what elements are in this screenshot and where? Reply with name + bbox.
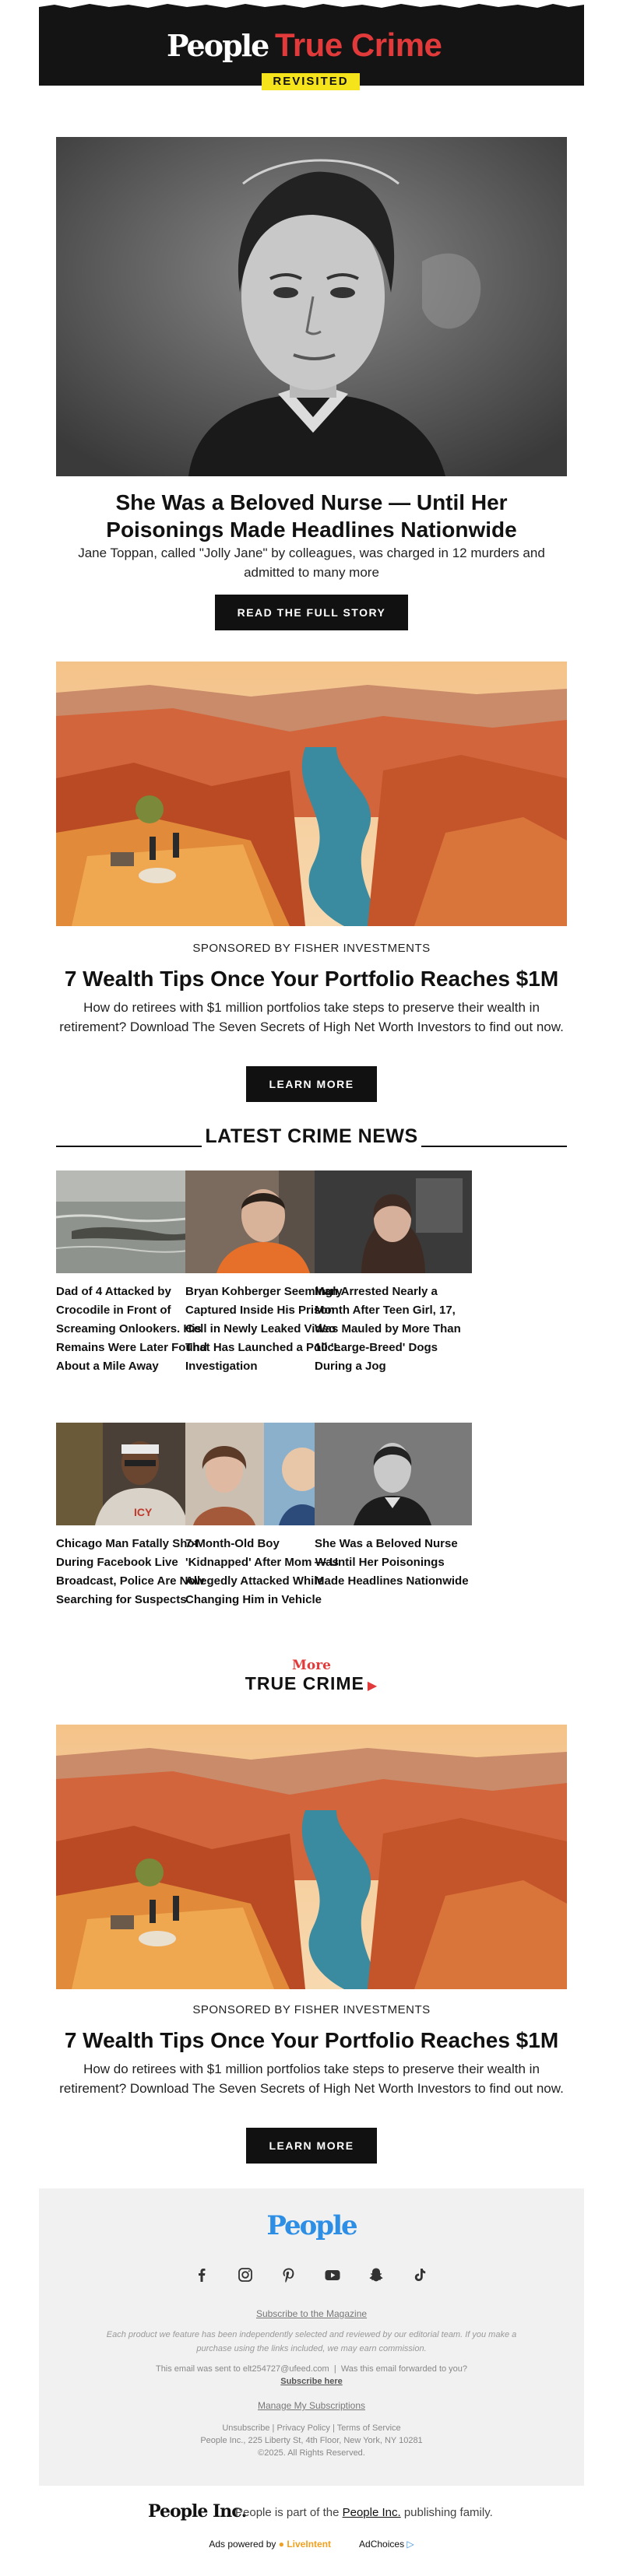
- news-card-title-1[interactable]: Dad of 4 Attacked by Crocodile in Front of Screaming Onlookers. His Remains Were Later Found About a Mile Away: [56, 1285, 207, 1373]
- more-label[interactable]: More: [292, 1658, 331, 1673]
- subscribe-here-link[interactable]: Subscribe here: [280, 2377, 343, 2386]
- people-inc-logo[interactable]: People Inc.: [148, 2501, 247, 2522]
- sent-to-text: This email was sent to elt254727@ufeed.com: [155, 2364, 329, 2374]
- hero-portrait-image[interactable]: [56, 137, 567, 476]
- ad2-sponsor-label: SPONSORED BY FISHER INVESTMENTS: [192, 2003, 431, 2016]
- adchoices-icon[interactable]: ▷: [407, 2539, 414, 2550]
- ads-powered-by: Ads powered by: [209, 2539, 276, 2550]
- news-card-title-6[interactable]: She Was a Beloved Nurse — Until Her Poisonings Made Headlines Nationwide: [315, 1537, 469, 1588]
- manage-subscriptions-link[interactable]: Manage My Subscriptions: [257, 2400, 366, 2411]
- teen-photo-image: [315, 1170, 472, 1273]
- ad2-description: How do retirees with $1 million portfolios take steps to preserve their wealth in retirement? Download The Seven Secrets of High Net Worth Investors to find out now.: [59, 2062, 564, 2096]
- svg-text:ICY: ICY: [134, 1506, 153, 1518]
- liveintent-icon: ●: [278, 2539, 284, 2550]
- people-logo[interactable]: People: [167, 28, 269, 63]
- ad2-canyon-image[interactable]: [56, 1725, 567, 1989]
- more-true-crime-link[interactable]: [234, 1673, 389, 1694]
- ad1-title[interactable]: 7 Wealth Tips Once Your Portfolio Reaches $1M: [64, 967, 559, 991]
- adchoices-link[interactable]: AdChoices: [359, 2539, 405, 2550]
- tiktok-icon[interactable]: [410, 2265, 430, 2285]
- hero-title[interactable]: She Was a Beloved Nurse — Until Her Poisonings Made Headlines Nationwide: [106, 490, 517, 542]
- separator: |: [331, 2364, 339, 2374]
- liveintent-link[interactable]: LiveIntent: [287, 2539, 332, 2550]
- news-card-title-2[interactable]: Bryan Kohberger Seemingly Captured Inside His Prison Cell in Newly Leaked Video That Has Launched a Police Investigation: [185, 1285, 343, 1373]
- ad2-learn-more-button[interactable]: LEARN MORE: [246, 2128, 377, 2164]
- footer-copyright: ©2025. All Rights Reserved.: [258, 2448, 365, 2458]
- manage-subscriptions-row: [39, 2400, 584, 2411]
- nurse-portrait-image: [315, 1423, 472, 1525]
- ad2-title[interactable]: 7 Wealth Tips Once Your Portfolio Reaches $1M: [64, 2028, 559, 2052]
- separator: |: [272, 2423, 277, 2433]
- ad1-learn-more-button[interactable]: LEARN MORE: [246, 1066, 377, 1102]
- ads-row: [39, 2539, 584, 2550]
- unsubscribe-link[interactable]: Unsubscribe: [222, 2423, 270, 2433]
- people-inc-link[interactable]: People Inc.: [342, 2506, 401, 2519]
- footer-disclaimer: Each product we feature has been independently selected and reviewed by our editorial team. If you make a purchase using the links included, we may earn commission.: [106, 2330, 517, 2353]
- news-thumb-nurse[interactable]: [315, 1423, 472, 1525]
- revisited-badge: REVISITED: [262, 73, 360, 90]
- subscribe-here-row: [39, 2375, 584, 2388]
- pinterest-icon[interactable]: [279, 2265, 299, 2285]
- publishing-text-after: publishing family.: [403, 2506, 493, 2519]
- legal-links: [39, 2422, 584, 2434]
- torn-edge: [39, 0, 584, 11]
- youtube-icon[interactable]: [322, 2265, 343, 2285]
- subscribe-magazine-text[interactable]: Subscribe to the Magazine: [255, 2308, 368, 2319]
- separator: |: [333, 2423, 337, 2433]
- subscribe-magazine-link[interactable]: [39, 2308, 584, 2319]
- forwarded-question: Was this email forwarded to you?: [340, 2364, 468, 2374]
- instagram-icon[interactable]: [235, 2265, 255, 2285]
- canyon-illustration: [56, 662, 567, 926]
- snapchat-icon[interactable]: [366, 2265, 386, 2285]
- news-thumb-teen[interactable]: [315, 1170, 472, 1273]
- canyon-illustration-2: [56, 1725, 567, 1989]
- more-true-crime-text: TRUE CRIME: [245, 1673, 364, 1693]
- facebook-icon[interactable]: [192, 2265, 212, 2285]
- hero-description: Jane Toppan, called "Jolly Jane" by colleagues, was charged in 12 murders and admitted to many more: [78, 546, 545, 580]
- news-card-title-4[interactable]: Chicago Man Fatally Shot During Facebook Live Broadcast, Police Are Now Searching for Suspects: [56, 1537, 205, 1606]
- sent-to-line: [39, 2363, 584, 2375]
- news-card-title-3[interactable]: Man Arrested Nearly a Month After Teen Girl, 17, Was Mauled by More Than 10 'Large-Breed' Dogs During a Jog: [315, 1285, 461, 1373]
- play-arrow-icon: ▶: [367, 1679, 378, 1693]
- portrait-illustration: [56, 137, 567, 476]
- ad-canyon-image[interactable]: [56, 662, 567, 926]
- latest-crime-news-heading: [56, 1125, 567, 1148]
- footer-people-logo[interactable]: People: [266, 2210, 357, 2241]
- footer-address: People Inc., 225 Liberty St, 4th Floor, New York, NY 10281: [200, 2436, 423, 2445]
- privacy-link[interactable]: Privacy Policy: [276, 2423, 330, 2433]
- true-crime-logo[interactable]: True Crime: [275, 26, 442, 63]
- publishing-text-before: People is part of the: [235, 2506, 340, 2519]
- ad1-sponsor-label: SPONSORED BY FISHER INVESTMENTS: [192, 942, 431, 955]
- news-card-title-5[interactable]: 7-Month-Old Boy 'Kidnapped' After Mom Was Allegedly Attacked While Changing Him in Vehicle: [185, 1537, 339, 1606]
- latest-crime-news-text: LATEST CRIME NEWS: [202, 1125, 421, 1147]
- read-full-story-button[interactable]: READ THE FULL STORY: [215, 595, 408, 630]
- terms-link[interactable]: Terms of Service: [336, 2423, 401, 2433]
- ad1-description: How do retirees with $1 million portfolios take steps to preserve their wealth in retirement? Download The Seven Secrets of High Net Worth Investors to find out now.: [59, 1000, 564, 1034]
- publishing-family-line: [235, 2506, 493, 2519]
